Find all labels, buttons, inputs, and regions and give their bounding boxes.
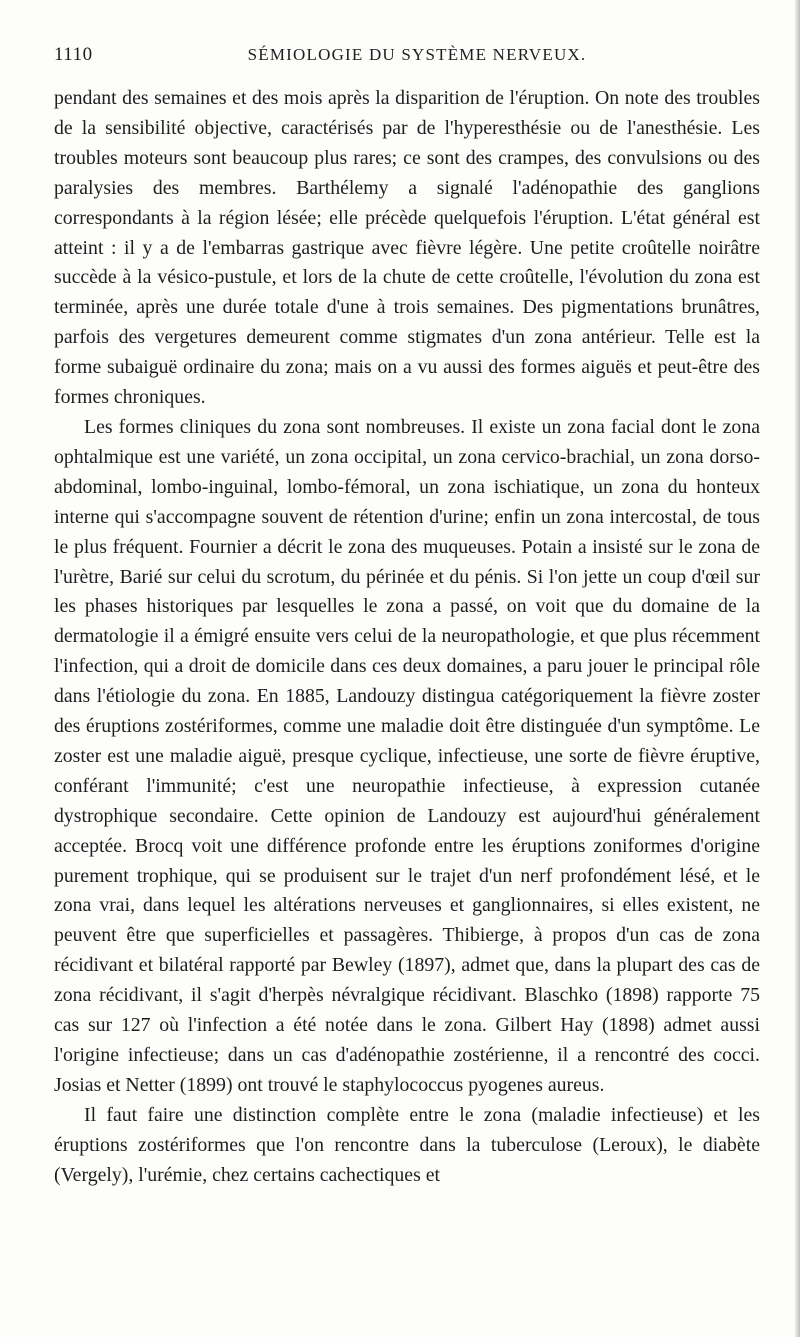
page-edge-shadow <box>794 0 800 1337</box>
body-text <box>54 84 760 1191</box>
paragraph-3: Il faut faire une distinction complète entre le zona (maladie infectieuse) et les éruptions zostériformes que l'on rencontre dans la tuberculose (Leroux), le diabète (Vergely), l'urémie, chez certains cachectiques et <box>54 1103 760 1186</box>
running-title: SÉMIOLOGIE DU SYSTÈME NERVEUX. <box>247 45 587 64</box>
page-header <box>54 44 760 74</box>
page-number: 1110 <box>54 44 93 65</box>
paragraph-2: Les formes cliniques du zona sont nombreuses. Il existe un zona facial dont le zona ophtalmique est une variété, un zona occipital, un zona cervico-brachial, un zona dorso-abdominal, lombo-inguinal, lombo-fémoral, un zona ischiatique, un zona du honteux interne qui s'accompagne souvent de rétention d'urine; enfin un zona intercostal, de tous le plus fréquent. Fournier a décrit le zona des muqueuses. Potain a insisté sur le zona de l'urètre, Barié sur celui du scrotum, du périnée et du pénis. Si l'on jette un coup d'œil sur les phases historiques par lesquelles le zona a passé, on voit que du domaine de la dermatologie il a émigré ensuite vers celui de la neuropathologie, et que plus récemment l'infection, qui a droit de domicile dans ces deux domaines, a paru jouer le principal rôle dans l'étiologie du zona. En 1885, Landouzy distingua catégoriquement la fièvre zoster des éruptions zostériformes, comme une maladie doit être distinguée d'un symptôme. Le zoster est une maladie aiguë, presque cyclique, infectieuse, une sorte de fièvre éruptive, conférant l'immunité; c'est une neuropathie infectieuse, à expression cutanée dystrophique secondaire. Cette opinion de Landouzy est aujourd'hui généralement acceptée. Brocq voit une différence profonde entre les éruptions zoniformes d'origine purement trophique, qui se produisent sur le trajet d'un nerf profondément lésé, et le zona vrai, dans lequel les altérations nerveuses et ganglionnaires, si elles existent, ne peuvent être que superficielles et passagères. Thibierge, à propos d'un cas de zona récidivant et bilatéral rapporté par Bewley (1897), admet que, dans la plupart des cas de zona récidivant, il s'agit d'herpès névralgique récidivant. Blaschko (1898) rapporte 75 cas sur 127 où l'infection a été notée dans le zona. Gilbert Hay (1898) admet aussi l'origine infectieuse; dans un cas d'adénopathie zostérienne, il a rencontré des cocci. Josias et Netter (1899) ont trouvé le staphylococcus pyogenes aureus. <box>54 415 760 1096</box>
paragraph-1: pendant des semaines et des mois après la disparition de l'éruption. On note des troubles de la sensibilité objective, caractérisés par de l'hyperesthésie ou de l'anesthésie. Les troubles moteurs sont beaucoup plus rares; ce sont des crampes, des convulsions ou des paralysies des membres. Barthélemy a signalé l'adénopathie des ganglions correspondants à la région lésée; elle précède quelquefois l'éruption. L'état général est atteint : il y a de l'embarras gastrique avec fièvre légère. Une petite croûtelle noirâtre succède à la vésico-pustule, et lors de la chute de cette croûtelle, l'évolution du zona est terminée, après une durée totale d'une à trois semaines. Des pigmentations brunâtres, parfois des vergetures demeurent comme stigmates d'un zona antérieur. Telle est la forme subaiguë ordinaire du zona; mais on a vu aussi des formes aiguës et peut-être des formes chroniques. <box>54 87 760 409</box>
